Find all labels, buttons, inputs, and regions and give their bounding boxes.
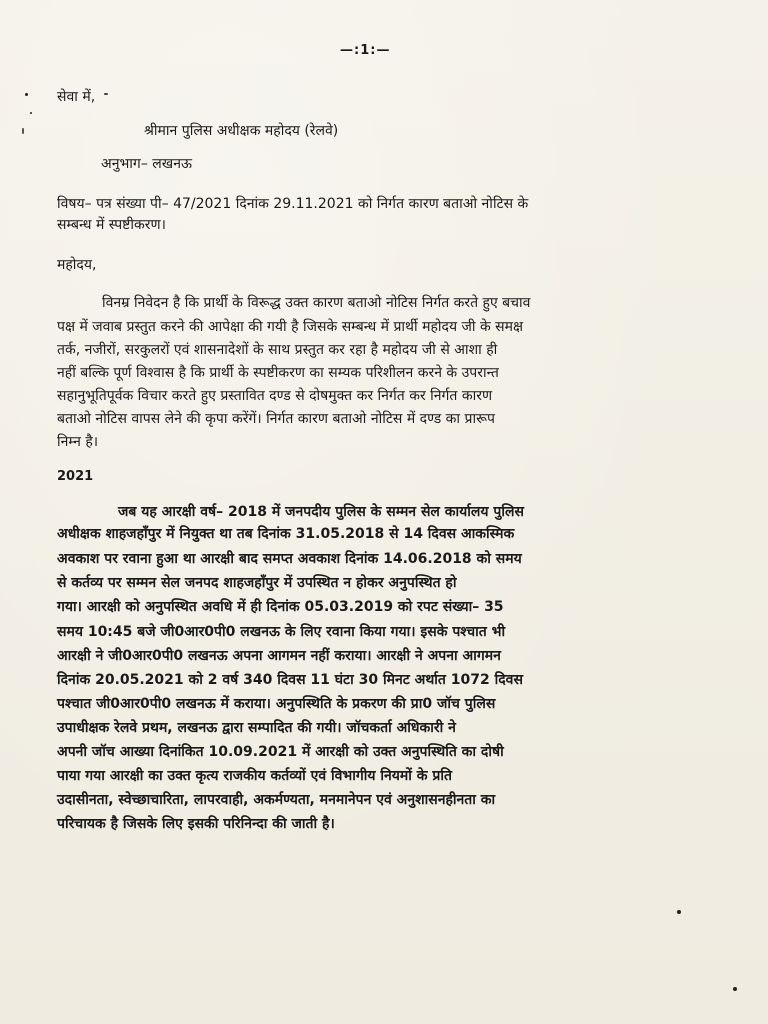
scan-speck (733, 987, 737, 991)
recipient-prefix: सेवा में, (57, 89, 96, 105)
paragraph-2-line: उदासीनता, स्वेच्छाचारिता, लापरवाही, अकर्मण्यता, मनमानेपन एवं अनुशासनहीनता का (57, 792, 496, 808)
addressee: श्रीमान पुलिस अधीक्षक महोदय (रेलवे) (144, 123, 339, 139)
paragraph-2-line: दिनांक 20.05.2021 को 2 वर्ष 340 दिवस 11 घंटा 30 मिनट अर्थात 1072 दिवस (57, 672, 523, 688)
paragraph-2-line: अधीक्षक शाहजहाँपुर में नियुक्त था तब दिनांक 31.05.2018 से 14 दिवस आकस्मिक (57, 526, 515, 542)
paragraph-1-line: बताओ नोटिस वापस लेने की कृपा करेंगें। निर्गत कारण बताओ नोटिस में दण्ड का प्रारूप (57, 411, 495, 427)
scan-speck (25, 93, 28, 96)
salutation: महोदय, (57, 257, 97, 273)
paragraph-2-line: से कर्तव्य पर सम्मन सेल जनपद शाहजहाँपुर में उपस्थित न होकर अनुपस्थित हो (57, 575, 457, 591)
scan-speck (677, 910, 681, 914)
paragraph-2-line: जब यह आरक्षी वर्ष– 2018 में जनपदीय पुलिस के सम्मन सेल कार्यालय पुलिस (118, 504, 524, 520)
year-heading: 2021 (57, 469, 94, 484)
paragraph-1-line: सहानुभूतिपूर्वक विचार करते हुए प्रस्तावित दण्ड से दोषमुक्त कर निर्गत कर निर्गत कारण (57, 388, 493, 404)
scan-speck (104, 93, 108, 95)
paragraph-2-line: अवकाश पर रवाना हुआ था आरक्षी बाद समप्त अवकाश दिनांक 14.06.2018 को समय (57, 551, 522, 567)
paragraph-2-line: आरक्षी ने जी0आर0पी0 लखनऊ अपना आगमन नहीं कराया। आरक्षी ने अपना आगमन (57, 648, 501, 664)
paragraph-1-line: विनम्र निवेदन है कि प्रार्थी के विरूद्ध उक्त कारण बताओ नोटिस निर्गत करते हुए बचाव (102, 295, 531, 311)
scan-speck (30, 112, 32, 114)
section-line: अनुभाग– लखनऊ (101, 156, 192, 172)
paragraph-2-line: गया। आरक्षी को अनुपस्थित अवधि में ही दिनांक 05.03.2019 को रपट संख्या– 35 (57, 599, 504, 615)
paragraph-2-line: पश्चात जी0आर0पी0 लखनऊ में कराया। अनुपस्थिति के प्रकरण की प्रा0 जॉच पुलिस (57, 696, 496, 712)
page-number: —:1:— (340, 43, 391, 58)
paragraph-1-line: निम्न है। (57, 434, 99, 450)
paragraph-2-line: परिचायक है जिसके लिए इसकी परिनिन्दा की जाती है। (57, 816, 335, 832)
paragraph-2-line: पाया गया आरक्षी का उक्त कृत्य राजकीय कर्तव्यों एवं विभागीय नियमों के प्रति (57, 768, 452, 784)
paragraph-2-line: उपाधीक्षक रेलवे प्रथम, लखनऊ द्वारा सम्पादित की गयी। जॉचकर्ता अधिकारी ने (57, 720, 456, 736)
paragraph-2-line: अपनी जॉच आख्या दिनांकित 10.09.2021 में आरक्षी को उक्त अनुपस्थिति का दोषी (57, 744, 504, 760)
paragraph-1-line: पक्ष में जवाब प्रस्तुत करने की आपेक्षा की गयी है जिसके सम्बन्ध में प्रार्थी महोदय जी के समक्ष (57, 319, 524, 335)
paragraph-2-line: समय 10:45 बजे जी0आर0पी0 लखनऊ के लिए रवाना किया गया। इसके पश्चात भी (57, 624, 506, 640)
scan-speck (22, 128, 24, 134)
subject-line-2: सम्बन्ध में स्पष्टीकरण। (57, 217, 166, 233)
paragraph-1-line: नहीं बल्कि पूर्ण विश्वास है कि प्रार्थी के स्पष्टीकरण का सम्यक परिशीलन करने के उपरान्त (57, 365, 499, 381)
subject-line-1: विषय– पत्र संख्या पी– 47/2021 दिनांक 29.11.2021 को निर्गत कारण बताओ नोटिस के (57, 196, 529, 212)
paragraph-1-line: तर्क, नजीरों, सरकुलरों एवं शासनादेशों के साथ प्रस्तुत कर रहा है महोदय जी से आशा ही (57, 342, 498, 358)
